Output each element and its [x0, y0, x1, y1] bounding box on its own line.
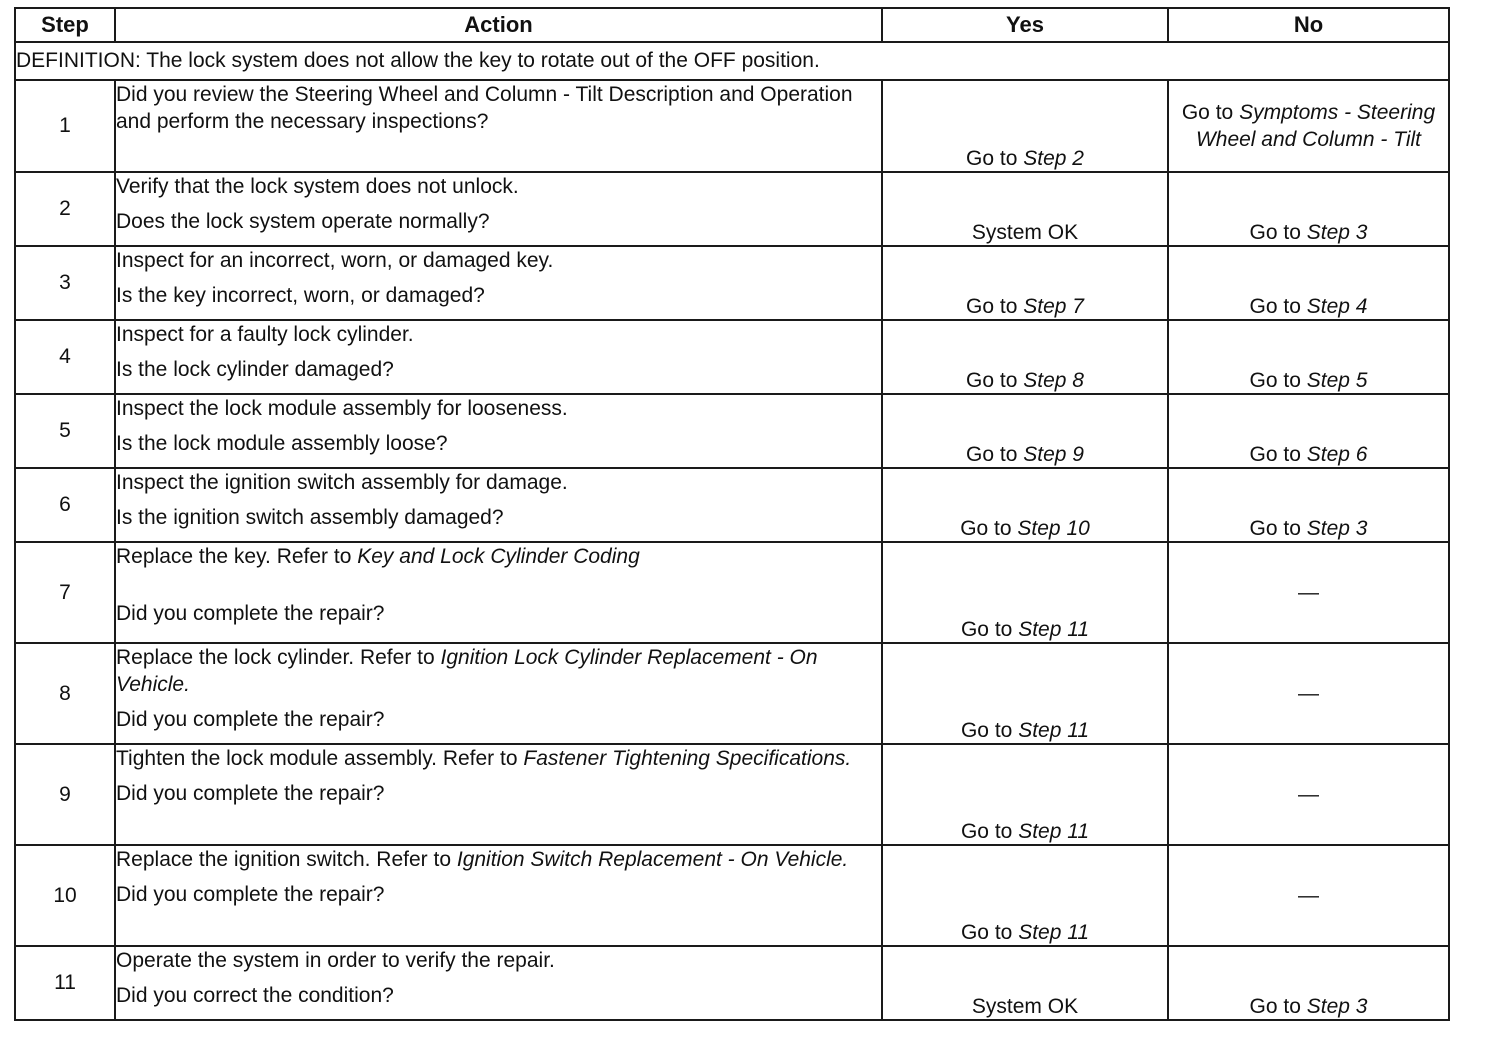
no-plain: —: [1298, 883, 1319, 907]
no-ref: Step 6: [1306, 443, 1368, 466]
no-prefix: Go to: [1249, 369, 1301, 392]
action-question: Did you complete the repair?: [116, 602, 385, 625]
yes-cell: [882, 946, 1168, 1020]
yes-prefix: Go to: [960, 719, 1013, 742]
action-question: Is the lock cylinder damaged?: [116, 358, 394, 381]
yes-prefix: Go to: [960, 618, 1013, 641]
no-plain: —: [1298, 681, 1319, 705]
yes-prefix: Go to: [960, 921, 1013, 944]
step-number: 3: [15, 246, 115, 320]
action-question: Does the lock system operate normally?: [116, 210, 490, 233]
step-number: 4: [15, 320, 115, 394]
action-text-line: [116, 543, 881, 570]
action-question: Did you complete the repair?: [116, 883, 385, 906]
yes-ref: Step 9: [1023, 443, 1084, 466]
yes-cell: [882, 80, 1168, 172]
yes-cell: [882, 394, 1168, 468]
no-plain: —: [1298, 580, 1319, 604]
no-ref: Step 4: [1306, 295, 1368, 318]
table-row: [15, 246, 1449, 320]
table-row: [15, 394, 1449, 468]
definition-row: [15, 42, 1449, 80]
action-text: Tighten the lock module assembly. Refer to: [116, 747, 518, 770]
action-ref: Ignition Switch Replacement - On Vehicle.: [456, 848, 849, 871]
no-cell: [1168, 744, 1449, 845]
step-number: 10: [15, 845, 115, 946]
no-cell: [1168, 320, 1449, 394]
action-cell: [115, 845, 882, 946]
action-text: Inspect for an incorrect, worn, or damaged key.: [116, 249, 554, 272]
table-row: [15, 643, 1449, 744]
table-row: [15, 320, 1449, 394]
action-question: Is the key incorrect, worn, or damaged?: [116, 284, 485, 307]
yes-cell: [882, 744, 1168, 845]
yes-prefix: Go to: [966, 295, 1018, 318]
no-cell: [1168, 542, 1449, 643]
action-text: Inspect for a faulty lock cylinder.: [116, 323, 414, 346]
no-prefix: Go to: [1249, 295, 1301, 318]
yes-plain: System OK: [971, 221, 1079, 244]
step-number: 11: [15, 946, 115, 1020]
table-row: [15, 80, 1449, 172]
step-number: 1: [15, 80, 115, 172]
action-cell: [115, 744, 882, 845]
action-text: Replace the key. Refer to: [116, 545, 352, 568]
action-ref: Fastener Tightening Specifications.: [523, 747, 852, 770]
step-number: 7: [15, 542, 115, 643]
yes-prefix: Go to: [960, 517, 1012, 540]
action-ref: Ignition Lock Cylinder Replacement - On Vehicle.: [116, 646, 818, 696]
action-text-line: [116, 745, 881, 772]
step-number: 8: [15, 643, 115, 744]
action-cell: [115, 320, 882, 394]
step-number: 6: [15, 468, 115, 542]
no-ref: Step 3: [1306, 221, 1368, 244]
action-question: Did you complete the repair?: [116, 708, 385, 731]
action-cell: [115, 394, 882, 468]
step-number: 2: [15, 172, 115, 246]
no-cell: [1168, 394, 1449, 468]
action-cell: [115, 172, 882, 246]
action-question: Is the ignition switch assembly damaged?: [116, 506, 504, 529]
action-text: Replace the ignition switch. Refer to: [116, 848, 452, 871]
action-cell: [115, 643, 882, 744]
no-cell: [1168, 172, 1449, 246]
no-prefix: Go to: [1249, 995, 1301, 1018]
yes-ref: Step 2: [1023, 147, 1084, 170]
yes-cell: [882, 320, 1168, 394]
yes-ref: Step 11: [1018, 921, 1090, 944]
action-cell: [115, 542, 882, 643]
no-prefix: Go to: [1249, 443, 1301, 466]
no-ref: Symptoms - Steering Wheel and Column - Tilt: [1195, 101, 1436, 151]
yes-cell: [882, 468, 1168, 542]
table-row: [15, 946, 1449, 1020]
step-number: 5: [15, 394, 115, 468]
yes-ref: Step 11: [1018, 618, 1090, 641]
action-question: Did you correct the condition?: [116, 984, 394, 1007]
yes-cell: [882, 172, 1168, 246]
action-text: Inspect the lock module assembly for looseness.: [116, 397, 568, 420]
no-prefix: Go to: [1249, 221, 1301, 244]
step-number: 9: [15, 744, 115, 845]
yes-ref: Step 10: [1017, 517, 1090, 540]
no-cell: [1168, 80, 1449, 172]
action-text: Did you review the Steering Wheel and Column - Tilt Description and Operation and perform the necessary inspections?: [116, 83, 853, 133]
table-row: [15, 744, 1449, 845]
diagnostic-table: [14, 7, 1450, 1021]
yes-prefix: Go to: [966, 369, 1018, 392]
no-ref: Step 5: [1306, 369, 1368, 392]
action-text-line: [116, 644, 881, 698]
yes-cell: [882, 246, 1168, 320]
action-ref: Key and Lock Cylinder Coding: [357, 545, 640, 568]
no-ref: Step 3: [1306, 995, 1368, 1018]
table-row: [15, 845, 1449, 946]
header-yes: Yes: [882, 8, 1168, 42]
no-cell: [1168, 845, 1449, 946]
yes-ref: Step 11: [1018, 820, 1090, 843]
action-text: Replace the lock cylinder. Refer to: [116, 646, 435, 669]
no-cell: [1168, 946, 1449, 1020]
action-question: Is the lock module assembly loose?: [116, 432, 448, 455]
header-no: No: [1168, 8, 1449, 42]
header-step: Step: [15, 8, 115, 42]
action-cell: [115, 80, 882, 172]
yes-cell: [882, 542, 1168, 643]
no-cell: [1168, 246, 1449, 320]
action-cell: [115, 468, 882, 542]
table-row: [15, 542, 1449, 643]
header-action: Action: [115, 8, 882, 42]
no-cell: [1168, 468, 1449, 542]
yes-plain: System OK: [971, 995, 1079, 1018]
action-text: Operate the system in order to verify the repair.: [116, 949, 555, 972]
yes-ref: Step 7: [1023, 295, 1084, 318]
no-prefix: Go to: [1181, 101, 1234, 124]
no-plain: —: [1298, 782, 1319, 806]
no-ref: Step 3: [1306, 517, 1368, 540]
action-text: Verify that the lock system does not unlock.: [116, 175, 519, 198]
no-prefix: Go to: [1249, 517, 1301, 540]
action-cell: [115, 946, 882, 1020]
action-cell: [115, 246, 882, 320]
definition-text: DEFINITION: The lock system does not allow the key to rotate out of the OFF position.: [15, 42, 1449, 80]
yes-prefix: Go to: [960, 820, 1013, 843]
yes-ref: Step 8: [1023, 369, 1084, 392]
spacer: [116, 570, 881, 600]
table-row: [15, 468, 1449, 542]
action-question: Did you complete the repair?: [116, 782, 385, 805]
table-row: [15, 172, 1449, 246]
action-text-line: [116, 846, 881, 873]
yes-prefix: Go to: [966, 147, 1018, 170]
header-row: [15, 8, 1449, 42]
yes-cell: [882, 845, 1168, 946]
yes-ref: Step 11: [1018, 719, 1090, 742]
action-text: Inspect the ignition switch assembly for damage.: [116, 471, 568, 494]
yes-prefix: Go to: [966, 443, 1018, 466]
no-cell: [1168, 643, 1449, 744]
yes-cell: [882, 643, 1168, 744]
